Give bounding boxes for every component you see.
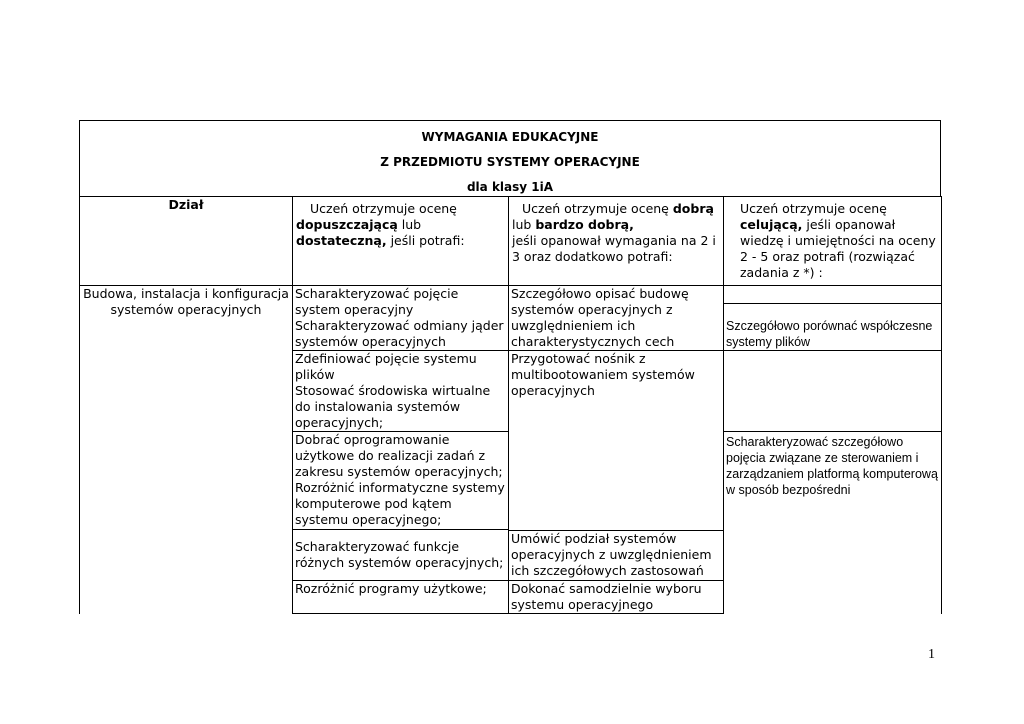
col2-text-a: Uczeń otrzymuje ocenę (310, 201, 457, 216)
table-row (80, 286, 942, 304)
empty-cell (724, 351, 942, 432)
requirement-cell: Szczegółowo opisać budowę systemów operacyjnych z uwzględnieniem ich charakterystycznych cech (509, 286, 724, 351)
requirement-cell: Scharakteryzować pojęcie system operacyjny Scharakteryzować odmiany jąder systemów operacyjnych (293, 286, 509, 351)
page-number: 1 (928, 647, 935, 662)
col4-text-a: Uczeń otrzymuje ocenę (740, 201, 887, 216)
title-line-2: Z PRZEDMIOTU SYSTEMY OPERACYJNE (380, 155, 640, 169)
col4-text-b: celującą, (740, 217, 803, 232)
col3-text-b: dobrą (672, 201, 714, 216)
dzial-cell: Budowa, instalacja i konfiguracja systemów operacyjnych (80, 286, 293, 614)
requirement-cell: Przygotować nośnik z multibootowaniem systemów operacyjnych (509, 351, 724, 531)
requirement-cell: Zdefiniować pojęcie systemu plików Stosować środowiska wirtualne do instalowania systemów operacyjnych; (293, 351, 509, 432)
title-line-3: dla klasy 1iA (466, 180, 554, 194)
column-header-grade-2-3 (293, 197, 509, 286)
header-row (80, 197, 942, 286)
col2-text-b: dopuszczającą (296, 217, 398, 232)
requirement-cell: Umówić podział systemów operacyjnych z uwzględnieniem ich szczegółowych zastosowań (509, 531, 724, 581)
col3-text-d: bardzo dobrą, (535, 217, 634, 232)
empty-cell (724, 286, 942, 304)
col2-text-e: jeśli potrafi: (386, 233, 465, 248)
col2-text-d: dostateczną, (296, 233, 387, 248)
requirement-cell: Scharakteryzować funkcje różnych systemów operacyjnych; (293, 530, 509, 581)
requirement-cell: Dobrać oprogramowanie użytkowe do realizacji zadań z zakresu systemów operacyjnych; Rozróżnić informatyczne systemy komputerowe pod kątem systemu operacyjnego; (293, 432, 509, 530)
title-line-1: WYMAGANIA EDUKACYJNE (421, 130, 599, 144)
col4-text-c: jeśli opanował wiedzę i umiejętności na oceny 2 - 5 oraz potrafi (rozwiązać zadania z *) : (740, 217, 936, 280)
title-block (79, 120, 941, 196)
col3-text-c: lub (512, 217, 536, 232)
requirement-cell: Scharakteryzować szczegółowo pojęcia związane ze sterowaniem i zarządzaniem platformą komputerową w sposób bezpośredni (724, 432, 942, 614)
requirement-cell: Szczegółowo porównać współczesne systemy plików (724, 304, 942, 351)
col3-text-a: Uczeń otrzymuje ocenę (522, 201, 673, 216)
column-header-grade-4-5 (509, 197, 724, 286)
column-header-grade-6 (724, 197, 942, 286)
requirement-cell: Dokonać samodzielnie wyboru systemu operacyjnego (509, 581, 724, 614)
requirement-cell: Rozróżnić programy użytkowe; (293, 581, 509, 614)
col3-text-e: jeśli opanował wymagania na 2 i 3 oraz dodatkowo potrafi: (512, 233, 716, 264)
col2-text-c: lub (397, 217, 422, 232)
requirements-table (79, 196, 942, 614)
column-header-dzial: Dział (80, 197, 293, 286)
